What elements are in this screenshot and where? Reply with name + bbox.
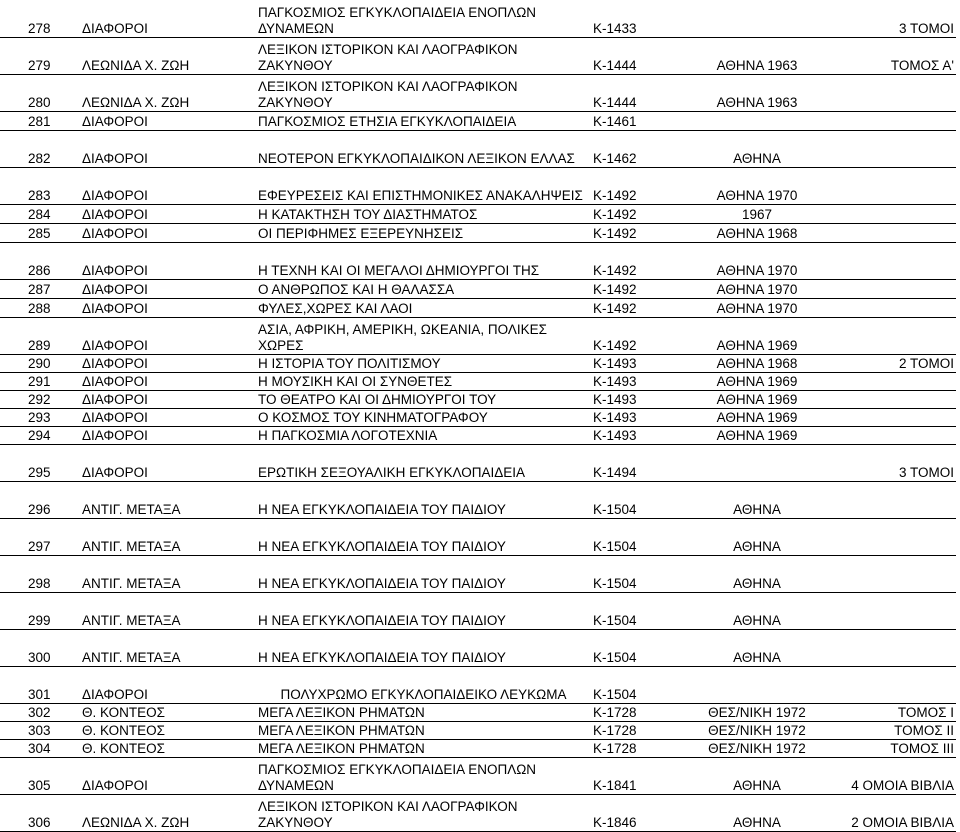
table-row (0, 317, 956, 354)
row-number: 295 (0, 444, 80, 481)
row-place-year: ΑΘΗΝΑ 1970 (682, 242, 832, 279)
row-author: ΔΙΑΦΟΡΟΙ (80, 372, 256, 390)
row-code: Κ-1492 (591, 317, 682, 354)
row-author: ΔΙΑΦΟΡΟΙ (80, 130, 256, 167)
row-place-year: ΑΘΗΝΑ (682, 592, 832, 629)
row-code: Κ-1841 (591, 757, 682, 794)
table-row (0, 794, 956, 831)
row-notes (832, 592, 956, 629)
table-row (0, 757, 956, 794)
row-title: ΦΥΛΕΣ,ΧΩΡΕΣ ΚΑΙ ΛΑΟΙ (256, 298, 591, 317)
row-place-year: ΑΘΗΝΑ 1969 (682, 390, 832, 408)
row-title: Ο ΑΝΘΡΩΠΟΣ ΚΑΙ Η ΘΑΛΑΣΣΑ (256, 279, 591, 298)
row-number: 301 (0, 666, 80, 703)
row-title: ΛΕΞΙΚΟΝ ΙΣΤΟΡΙΚΟΝ ΚΑΙ ΛΑΟΓΡΑΦΙΚΟΝ ΖΑΚΥΝΘΟΥ (256, 37, 591, 74)
row-code: Κ-1444 (591, 37, 682, 74)
table-row (0, 74, 956, 111)
row-number: 287 (0, 279, 80, 298)
row-author: ΑΝΤΙΓ. ΜΕΤΑΞΑ (80, 518, 256, 555)
row-author: ΑΝΤΙΓ. ΜΕΤΑΞΑ (80, 592, 256, 629)
row-number: 285 (0, 223, 80, 242)
row-notes (832, 372, 956, 390)
row-title: ΤΟ ΘΕΑΤΡΟ ΚΑΙ ΟΙ ΔΗΜΙΟΥΡΓΟΙ ΤΟΥ (256, 390, 591, 408)
row-number: 286 (0, 242, 80, 279)
row-author: ΑΝΤΙΓ. ΜΕΤΑΞΑ (80, 555, 256, 592)
row-code: Κ-1504 (591, 629, 682, 666)
table-row (0, 426, 956, 444)
row-title: ΜΕΓΑ ΛΕΞΙΚΟΝ ΡΗΜΑΤΩΝ (256, 739, 591, 757)
row-notes (832, 167, 956, 204)
row-author: ΔΙΑΦΟΡΟΙ (80, 0, 256, 37)
row-number: 282 (0, 130, 80, 167)
row-number: 303 (0, 721, 80, 739)
row-code: Κ-1728 (591, 721, 682, 739)
row-place-year: ΑΘΗΝΑ (682, 629, 832, 666)
row-place-year: ΑΘΗΝΑ 1968 (682, 223, 832, 242)
table-row (0, 372, 956, 390)
row-author: ΔΙΑΦΟΡΟΙ (80, 279, 256, 298)
row-title: Η ΝΕΑ ΕΓΚΥΚΛΟΠΑΙΔΕΙΑ ΤΟΥ ΠΑΙΔΙΟΥ (256, 629, 591, 666)
row-code: Κ-1493 (591, 354, 682, 372)
row-place-year: ΑΘΗΝΑ (682, 794, 832, 831)
row-title: ΛΕΞΙΚΟΝ ΙΣΤΟΡΙΚΟΝ ΚΑΙ ΛΑΟΓΡΑΦΙΚΟΝ ΖΑΚΥΝΘΟΥ (256, 794, 591, 831)
row-code: Κ-1461 (591, 111, 682, 130)
row-place-year: ΑΘΗΝΑ 1968 (682, 354, 832, 372)
row-title: Η ΚΑΤΑΚΤΗΣΗ ΤΟΥ ΔΙΑΣΤΗΜΑΤΟΣ (256, 204, 591, 223)
row-place-year: ΑΘΗΝΑ 1970 (682, 167, 832, 204)
row-code: Κ-1493 (591, 426, 682, 444)
row-number: 306 (0, 794, 80, 831)
row-title: ΑΣΙΑ, ΑΦΡΙΚΗ, ΑΜΕΡΙΚΗ, ΩΚΕΑΝΙΑ, ΠΟΛΙΚΕΣ ΧΩΡΕΣ (256, 317, 591, 354)
row-notes (832, 242, 956, 279)
row-code: Κ-1492 (591, 298, 682, 317)
row-code: Κ-1493 (591, 408, 682, 426)
row-place-year: ΑΘΗΝΑ 1969 (682, 408, 832, 426)
row-author: ΔΙΑΦΟΡΟΙ (80, 167, 256, 204)
row-author: ΔΙΑΦΟΡΟΙ (80, 317, 256, 354)
row-author: ΔΙΑΦΟΡΟΙ (80, 242, 256, 279)
row-title: ΕΡΩΤΙΚΗ ΣΕΞΟΥΑΛΙΚΗ ΕΓΚΥΚΛΟΠΑΙΔΕΙΑ (256, 444, 591, 481)
row-author: ΔΙΑΦΟΡΟΙ (80, 408, 256, 426)
row-number: 279 (0, 37, 80, 74)
table-row (0, 481, 956, 518)
row-title: Ο ΚΟΣΜΟΣ ΤΟΥ ΚΙΝΗΜΑΤΟΓΡΑΦΟΥ (256, 408, 591, 426)
row-title: Η ΙΣΤΟΡΙΑ ΤΟΥ ΠΟΛΙΤΙΣΜΟΥ (256, 354, 591, 372)
row-title: Η ΝΕΑ ΕΓΚΥΚΛΟΠΑΙΔΕΙΑ ΤΟΥ ΠΑΙΔΙΟΥ (256, 481, 591, 518)
row-place-year: ΑΘΗΝΑ 1970 (682, 298, 832, 317)
row-place-year: 1967 (682, 204, 832, 223)
row-code: Κ-1493 (591, 372, 682, 390)
row-place-year: ΑΘΗΝΑ 1969 (682, 372, 832, 390)
row-author: ΔΙΑΦΟΡΟΙ (80, 426, 256, 444)
row-place-year: ΘΕΣ/ΝΙΚΗ 1972 (682, 703, 832, 721)
row-code: Κ-1492 (591, 204, 682, 223)
row-number: 293 (0, 408, 80, 426)
table-row (0, 130, 956, 167)
row-author: ΛΕΩΝΙΔΑ Χ. ΖΩΗ (80, 37, 256, 74)
row-notes: ΤΟΜΟΣ ΙΙ (832, 721, 956, 739)
row-number: 302 (0, 703, 80, 721)
row-number: 281 (0, 111, 80, 130)
row-place-year: ΘΕΣ/ΝΙΚΗ 1972 (682, 721, 832, 739)
row-title: ΟΙ ΠΕΡΙΦΗΜΕΣ ΕΞΕΡΕΥΝΗΣΕΙΣ (256, 223, 591, 242)
row-place-year (682, 666, 832, 703)
row-code: Κ-1444 (591, 74, 682, 111)
row-title: ΠΑΓΚΟΣΜΙΟΣ ΕΓΚΥΚΛΟΠΑΙΔΕΙΑ ΕΝΟΠΛΩΝ ΔΥΝΑΜΕΩΝ (256, 757, 591, 794)
row-author: ΑΝΤΙΓ. ΜΕΤΑΞΑ (80, 481, 256, 518)
row-title: Η ΝΕΑ ΕΓΚΥΚΛΟΠΑΙΔΕΙΑ ΤΟΥ ΠΑΙΔΙΟΥ (256, 518, 591, 555)
row-title: ΝΕΟΤΕΡΟΝ ΕΓΚΥΚΛΟΠΑΙΔΙΚΟΝ ΛΕΞΙΚΟΝ ΕΛΛΑΣ (256, 130, 591, 167)
row-code: Κ-1504 (591, 518, 682, 555)
row-notes: ΤΟΜΟΣ Ι (832, 703, 956, 721)
table-row (0, 354, 956, 372)
row-place-year: ΑΘΗΝΑ (682, 130, 832, 167)
row-number: 300 (0, 629, 80, 666)
row-notes: ΤΟΜΟΣ ΙΙΙ (832, 739, 956, 757)
row-notes: ΤΟΜΟΣ Α' (832, 37, 956, 74)
row-author: ΔΙΑΦΟΡΟΙ (80, 666, 256, 703)
row-title: ΛΕΞΙΚΟΝ ΙΣΤΟΡΙΚΟΝ ΚΑΙ ΛΑΟΓΡΑΦΙΚΟΝ ΖΑΚΥΝΘΟΥ (256, 74, 591, 111)
row-author: ΔΙΑΦΟΡΟΙ (80, 298, 256, 317)
table-row (0, 629, 956, 666)
row-notes (832, 204, 956, 223)
row-author: ΔΙΑΦΟΡΟΙ (80, 354, 256, 372)
row-number: 288 (0, 298, 80, 317)
row-code: Κ-1728 (591, 739, 682, 757)
row-place-year: ΘΕΣ/ΝΙΚΗ 1972 (682, 739, 832, 757)
row-author: ΔΙΑΦΟΡΟΙ (80, 111, 256, 130)
table-row (0, 739, 956, 757)
row-number: 280 (0, 74, 80, 111)
row-code: Κ-1728 (591, 703, 682, 721)
table-row (0, 279, 956, 298)
row-author: Θ. ΚΟΝΤΕΟΣ (80, 703, 256, 721)
row-notes (832, 223, 956, 242)
row-title: Η ΜΟΥΣΙΚΗ ΚΑΙ ΟΙ ΣΥΝΘΕΤΕΣ (256, 372, 591, 390)
row-place-year (682, 444, 832, 481)
row-author: ΑΝΤΙΓ. ΜΕΤΑΞΑ (80, 629, 256, 666)
table-row (0, 390, 956, 408)
row-code: Κ-1433 (591, 0, 682, 37)
row-title: ΠΑΓΚΟΣΜΙΟΣ ΕΤΗΣΙΑ ΕΓΚΥΚΛΟΠΑΙΔΕΙΑ (256, 111, 591, 130)
row-place-year: ΑΘΗΝΑ 1969 (682, 426, 832, 444)
row-code: Κ-1493 (591, 390, 682, 408)
row-title: ΕΦΕΥΡΕΣΕΙΣ ΚΑΙ ΕΠΙΣΤΗΜΟΝΙΚΕΣ ΑΝΑΚΑΛΗΨΕΙΣ (256, 167, 591, 204)
table-row (0, 444, 956, 481)
row-title: ΠΑΓΚΟΣΜΙΟΣ ΕΓΚΥΚΛΟΠΑΙΔΕΙΑ ΕΝΟΠΛΩΝ ΔΥΝΑΜΕΩΝ (256, 0, 591, 37)
row-author: ΔΙΑΦΟΡΟΙ (80, 390, 256, 408)
row-number: 290 (0, 354, 80, 372)
table-row (0, 111, 956, 130)
row-notes: 2 ΤΟΜΟΙ (832, 354, 956, 372)
table-row (0, 242, 956, 279)
row-notes (832, 666, 956, 703)
row-notes (832, 279, 956, 298)
table-row (0, 204, 956, 223)
table-row (0, 223, 956, 242)
row-notes (832, 629, 956, 666)
row-place-year (682, 0, 832, 37)
row-title: ΜΕΓΑ ΛΕΞΙΚΟΝ ΡΗΜΑΤΩΝ (256, 703, 591, 721)
row-number: 291 (0, 372, 80, 390)
table-row (0, 0, 956, 37)
row-number: 294 (0, 426, 80, 444)
row-number: 283 (0, 167, 80, 204)
table-row (0, 167, 956, 204)
row-notes (832, 426, 956, 444)
row-number: 278 (0, 0, 80, 37)
row-title: Η ΝΕΑ ΕΓΚΥΚΛΟΠΑΙΔΕΙΑ ΤΟΥ ΠΑΙΔΙΟΥ (256, 592, 591, 629)
row-notes (832, 74, 956, 111)
row-code: Κ-1492 (591, 242, 682, 279)
row-author: Θ. ΚΟΝΤΕΟΣ (80, 721, 256, 739)
row-notes (832, 555, 956, 592)
row-place-year: ΑΘΗΝΑ (682, 481, 832, 518)
row-notes (832, 317, 956, 354)
row-notes (832, 130, 956, 167)
row-place-year: ΑΘΗΝΑ (682, 518, 832, 555)
row-author: ΔΙΑΦΟΡΟΙ (80, 757, 256, 794)
row-notes: 3 ΤΟΜΟΙ (832, 444, 956, 481)
row-number: 289 (0, 317, 80, 354)
row-number: 298 (0, 555, 80, 592)
row-author: Θ. ΚΟΝΤΕΟΣ (80, 739, 256, 757)
table-row (0, 408, 956, 426)
row-number: 299 (0, 592, 80, 629)
row-place-year: ΑΘΗΝΑ 1963 (682, 74, 832, 111)
row-place-year: ΑΘΗΝΑ 1963 (682, 37, 832, 74)
row-author: ΔΙΑΦΟΡΟΙ (80, 223, 256, 242)
row-code: Κ-1462 (591, 130, 682, 167)
row-code: Κ-1492 (591, 279, 682, 298)
row-title: Η ΝΕΑ ΕΓΚΥΚΛΟΠΑΙΔΕΙΑ ΤΟΥ ΠΑΙΔΙΟΥ (256, 555, 591, 592)
row-place-year (682, 111, 832, 130)
row-author: ΛΕΩΝΙΔΑ Χ. ΖΩΗ (80, 74, 256, 111)
row-number: 292 (0, 390, 80, 408)
row-place-year: ΑΘΗΝΑ 1970 (682, 279, 832, 298)
row-code: Κ-1504 (591, 481, 682, 518)
row-place-year: ΑΘΗΝΑ (682, 555, 832, 592)
row-title: ΠΟΛΥΧΡΩΜΟ ΕΓΚΥΚΛΟΠΑΙΔΕΙΚΟ ΛΕΥΚΩΜΑ (256, 666, 591, 703)
row-number: 305 (0, 757, 80, 794)
row-number: 284 (0, 204, 80, 223)
row-code: Κ-1504 (591, 555, 682, 592)
row-notes (832, 518, 956, 555)
table-row (0, 518, 956, 555)
table-row (0, 703, 956, 721)
table-row (0, 298, 956, 317)
row-notes: 3 ΤΟΜΟΙ (832, 0, 956, 37)
row-place-year: ΑΘΗΝΑ (682, 757, 832, 794)
row-author: ΔΙΑΦΟΡΟΙ (80, 204, 256, 223)
row-code: Κ-1492 (591, 223, 682, 242)
row-code: Κ-1492 (591, 167, 682, 204)
table-row (0, 592, 956, 629)
table-row (0, 37, 956, 74)
row-notes: 4 ΟΜΟΙΑ ΒΙΒΛΙΑ (832, 757, 956, 794)
row-code: Κ-1846 (591, 794, 682, 831)
row-notes (832, 298, 956, 317)
row-number: 296 (0, 481, 80, 518)
table-row (0, 721, 956, 739)
row-notes (832, 390, 956, 408)
row-author: ΛΕΩΝΙΔΑ Χ. ΖΩΗ (80, 794, 256, 831)
row-title: ΜΕΓΑ ΛΕΞΙΚΟΝ ΡΗΜΑΤΩΝ (256, 721, 591, 739)
row-code: Κ-1504 (591, 666, 682, 703)
row-code: Κ-1504 (591, 592, 682, 629)
row-notes (832, 408, 956, 426)
table-row (0, 555, 956, 592)
row-title: Η ΤΕΧΝΗ ΚΑΙ ΟΙ ΜΕΓΑΛΟΙ ΔΗΜΙΟΥΡΓΟΙ ΤΗΣ (256, 242, 591, 279)
row-notes (832, 481, 956, 518)
table-row (0, 666, 956, 703)
row-number: 304 (0, 739, 80, 757)
row-notes (832, 111, 956, 130)
row-notes: 2 ΟΜΟΙΑ ΒΙΒΛΙΑ (832, 794, 956, 831)
row-author: ΔΙΑΦΟΡΟΙ (80, 444, 256, 481)
row-number: 297 (0, 518, 80, 555)
row-place-year: ΑΘΗΝΑ 1969 (682, 317, 832, 354)
row-title: Η ΠΑΓΚΟΣΜΙΑ ΛΟΓΟΤΕΧΝΙΑ (256, 426, 591, 444)
row-code: Κ-1494 (591, 444, 682, 481)
